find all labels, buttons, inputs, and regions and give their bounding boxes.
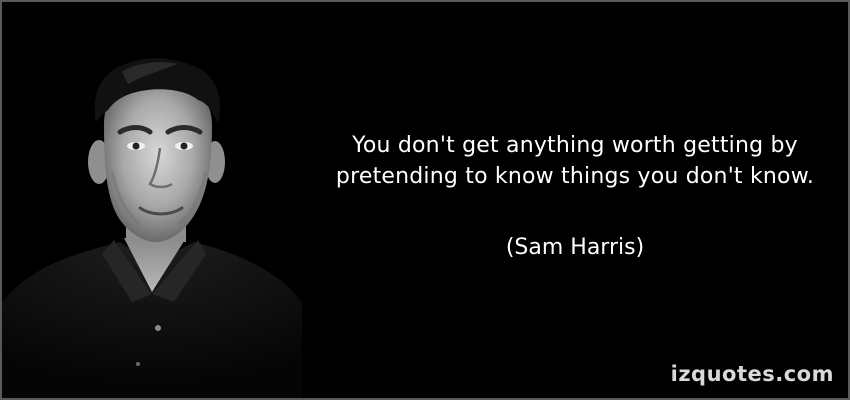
- quote-author: (Sam Harris): [505, 235, 645, 260]
- quote-line-1: You don't get anything worth getting by: [352, 133, 798, 158]
- site-watermark: izquotes.com: [670, 362, 834, 386]
- portrait-image: [2, 2, 302, 398]
- quote-text: [302, 130, 848, 192]
- quote-line-2: pretending to know things you don't know.: [335, 164, 815, 189]
